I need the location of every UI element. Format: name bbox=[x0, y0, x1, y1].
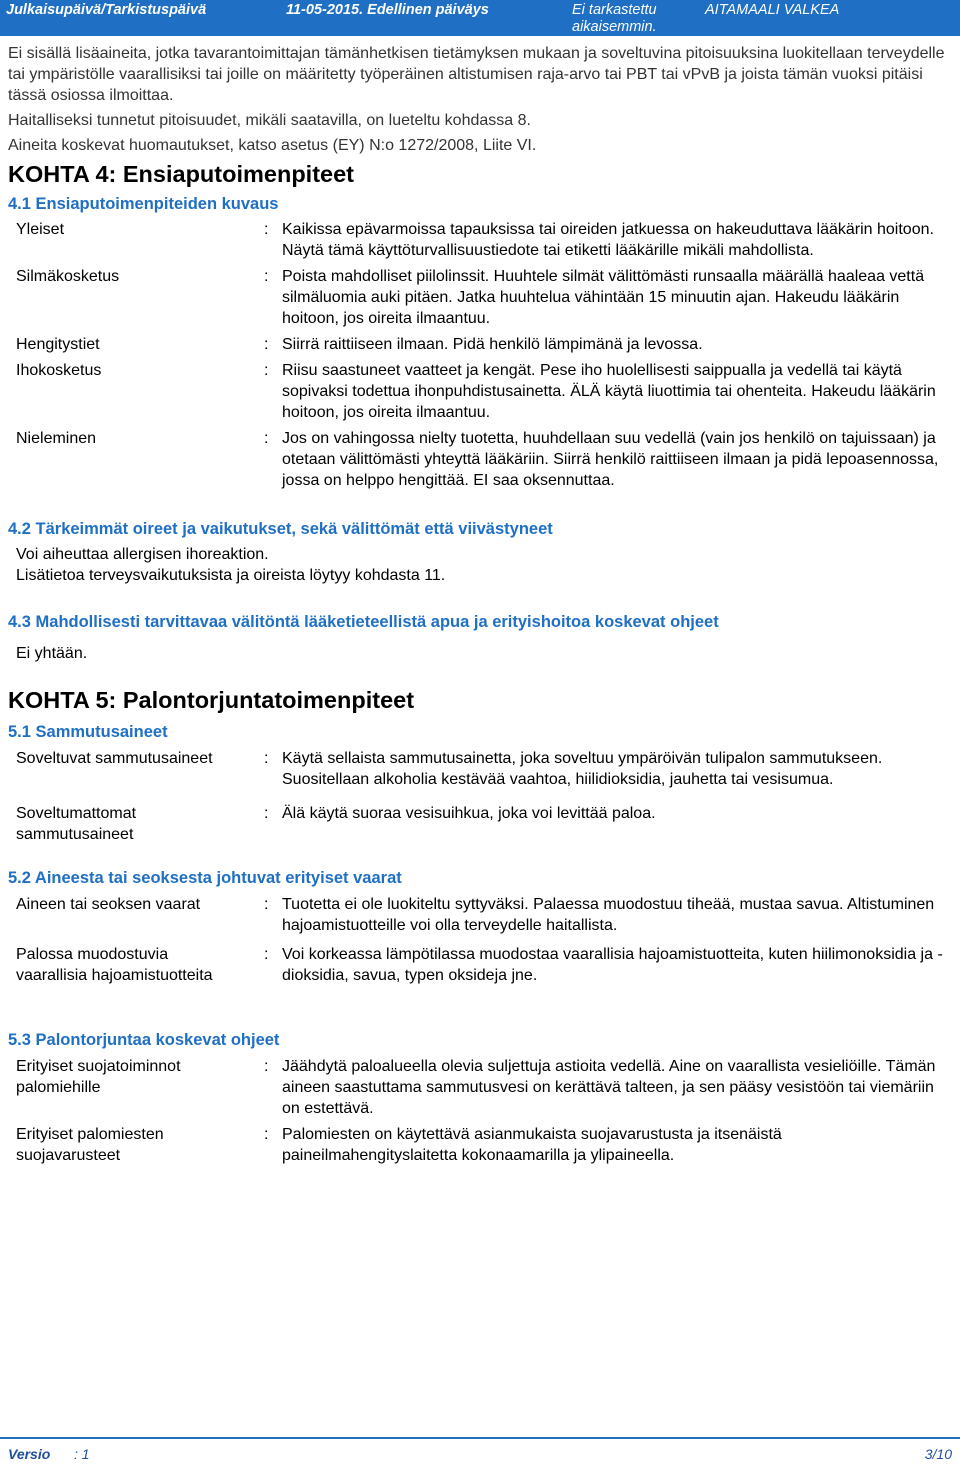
row-label: Soveltumattomat sammutusaineet bbox=[16, 805, 137, 843]
fire-row bbox=[0, 1056, 960, 1119]
row-value: Riisu saastuneet vaatteet ja kengät. Pese iho huolellisesti saippualla ja vedellä tai käytä sopivaksi todettua ihonpuhdistusainetta. ÄLÄ käytä liuottimia tai ohenteita. Hakeudu lääkärin hoitoon, jos oireita ilmaantuu. bbox=[282, 362, 936, 421]
page-header bbox=[0, 0, 960, 36]
section-5-2-rows bbox=[0, 894, 960, 1007]
intro-paragraph-3: Aineita koskevat huomautukset, katso asetus (EY) N:o 1272/2008, Liite VI. bbox=[8, 137, 537, 154]
row-value: Käytä sellaista sammutusainetta, joka soveltuu ympäröivän tulipalon sammutukseen. Suositellaan alkoholia kestävää vaahtoa, hiilidioksidia, jauhetta tai vesisumua. bbox=[282, 750, 883, 788]
row-label: Erityiset suojatoiminnot palomiehille bbox=[16, 1058, 181, 1096]
fire-row bbox=[0, 748, 960, 790]
fire-row bbox=[0, 944, 960, 1007]
row-colon: : bbox=[264, 336, 269, 353]
row-colon: : bbox=[264, 430, 269, 447]
row-label: Ihokosketus bbox=[16, 362, 102, 379]
section-5-1-title: 5.1 Sammutusaineet bbox=[8, 723, 168, 741]
row-value: Siirrä raittiiseen ilmaan. Pidä henkilö lämpimänä ja levossa. bbox=[282, 336, 703, 353]
row-label: Soveltuvat sammutusaineet bbox=[16, 750, 213, 767]
row-colon: : bbox=[264, 1126, 269, 1143]
section-5-3-title: 5.3 Palontorjuntaa koskevat ohjeet bbox=[8, 1031, 280, 1049]
row-label: Erityiset palomiesten suojavarusteet bbox=[16, 1126, 164, 1164]
fire-row bbox=[0, 1124, 960, 1166]
row-value: Jäähdytä paloalueella olevia suljettuja astioita vedellä. Aine on vaarallista vesieliöille. Tämän aineen saastuttama sammutusvesi on kerättävä talteen, ja sen pääsy vesistöön tai viemäriin on estettävä. bbox=[282, 1058, 936, 1117]
header-note: Ei tarkastettu aikaisemmin. bbox=[572, 2, 657, 35]
row-value: Voi korkeassa lämpötilassa muodostaa vaarallisia hajoamistuotteita, kuten hiilimonoksidia ja -dioksidia, savua, typen oksideja jne. bbox=[282, 946, 943, 984]
row-label: Palossa muodostuvia vaarallisia hajoamistuotteita bbox=[16, 946, 213, 984]
first-aid-row bbox=[0, 219, 960, 261]
section-4-title: KOHTA 4: Ensiaputoimenpiteet bbox=[8, 161, 354, 187]
section-4-2-text bbox=[0, 544, 960, 586]
header-product: AITAMAALI VALKEA bbox=[705, 2, 840, 18]
row-value: Älä käytä suoraa vesisuihkua, joka voi levittää paloa. bbox=[282, 805, 656, 822]
section-4-3-text: Ei yhtään. bbox=[16, 645, 88, 662]
intro-paragraph-1: Ei sisällä lisäaineita, jotka tavarantoimittajan tämänhetkisen tietämyksen mukaan ja soveltuvina pitoisuuksina luokitellaan terveydelle tai ympäristölle vaarallisiksi tai joille on määritetty työperäinen altistumisen raja-arvo tai PBT tai vPvB ja joista tämän vuoksi pitäisi tässä osiossa ilmoittaa. bbox=[8, 45, 945, 104]
row-colon: : bbox=[264, 362, 269, 379]
header-title: Julkaisupäivä/Tarkistuspäivä bbox=[6, 2, 207, 18]
row-label: Yleiset bbox=[16, 221, 65, 238]
row-colon: : bbox=[264, 1058, 269, 1075]
symptom-line: Lisätietoa terveysvaikutuksista ja oireista löytyy kohdasta 11. bbox=[16, 567, 446, 584]
section-4-2-title: 4.2 Tärkeimmät oireet ja vaikutukset, sekä välittömät että viivästyneet bbox=[8, 520, 553, 538]
fire-row bbox=[0, 803, 960, 845]
section-4-1-rows bbox=[0, 219, 960, 491]
row-label: Aineen tai seoksen vaarat bbox=[16, 896, 201, 913]
row-value: Jos on vahingossa nielty tuotetta, huuhdellaan suu vedellä (vain jos henkilö on tajuissaan) ja otetaan välittömästi yhteyttä lääkäriin. Siirrä henkilö raittiiseen ilmaan ja pidä lepoasennossa, jossa on helppo hengittää. EI saa oksennuttaa. bbox=[282, 430, 939, 489]
header-date: 11-05-2015. Edellinen päiväys bbox=[286, 2, 489, 18]
footer-version-label: Versio bbox=[8, 1446, 51, 1462]
section-5-title: KOHTA 5: Palontorjuntatoimenpiteet bbox=[8, 687, 415, 713]
row-colon: : bbox=[264, 805, 269, 822]
document-body bbox=[0, 36, 960, 1166]
section-5-3-rows bbox=[0, 1056, 960, 1166]
row-colon: : bbox=[264, 750, 269, 767]
section-4-3-title: 4.3 Mahdollisesti tarvittavaa välitöntä lääketieteellistä apua ja erityishoitoa koskevat ohjeet bbox=[8, 613, 719, 631]
footer-version-value: : 1 bbox=[74, 1446, 90, 1462]
page-footer bbox=[0, 1437, 960, 1469]
row-value: Poista mahdolliset piilolinssit. Huuhtele silmät välittömästi runsaalla määrällä haaleaa vettä silmäluomia auki pitäen. Jatka huuhtelua vähintään 15 minuutin ajan. Hakeudu lääkärin hoitoon, jos oireita ilmaantuu. bbox=[282, 268, 925, 327]
row-label: Silmäkosketus bbox=[16, 268, 120, 285]
fire-row bbox=[0, 894, 960, 936]
row-colon: : bbox=[264, 896, 269, 913]
row-value: Tuotetta ei ole luokiteltu syttyväksi. Palaessa muodostuu tiheää, mustaa savua. Altistuminen hajoamistuotteille voi olla terveydelle haitallista. bbox=[282, 896, 935, 934]
first-aid-row bbox=[0, 360, 960, 423]
row-colon: : bbox=[264, 221, 269, 238]
first-aid-row bbox=[0, 266, 960, 329]
intro-block bbox=[0, 36, 960, 156]
section-4-1-title: 4.1 Ensiaputoimenpiteiden kuvaus bbox=[8, 195, 279, 213]
row-colon: : bbox=[264, 946, 269, 963]
section-5-1-rows bbox=[0, 748, 960, 845]
footer-page-number: 3/10 bbox=[924, 1446, 952, 1462]
row-value: Palomiesten on käytettävä asianmukaista suojavarustusta ja itsenäistä paineilmahengityslaitetta kokonaamarilla ja ylipaineella. bbox=[282, 1126, 782, 1164]
row-value: Kaikissa epävarmoissa tapauksissa tai oireiden jatkuessa on hakeuduttava lääkärin hoitoon. Näytä tämä käyttöturvallisuustiedote tai etiketti lääkärille mikäli mahdollista. bbox=[282, 221, 934, 259]
section-5-2-title: 5.2 Aineesta tai seoksesta johtuvat erityiset vaarat bbox=[8, 869, 402, 887]
symptom-line: Voi aiheuttaa allergisen ihoreaktion. bbox=[16, 546, 269, 563]
intro-paragraph-2: Haitalliseksi tunnetut pitoisuudet, mikäli saatavilla, on lueteltu kohdassa 8. bbox=[8, 112, 531, 129]
row-label: Nieleminen bbox=[16, 430, 97, 447]
row-label: Hengitystiet bbox=[16, 336, 100, 353]
first-aid-row bbox=[0, 428, 960, 491]
first-aid-row bbox=[0, 334, 960, 355]
row-colon: : bbox=[264, 268, 269, 285]
